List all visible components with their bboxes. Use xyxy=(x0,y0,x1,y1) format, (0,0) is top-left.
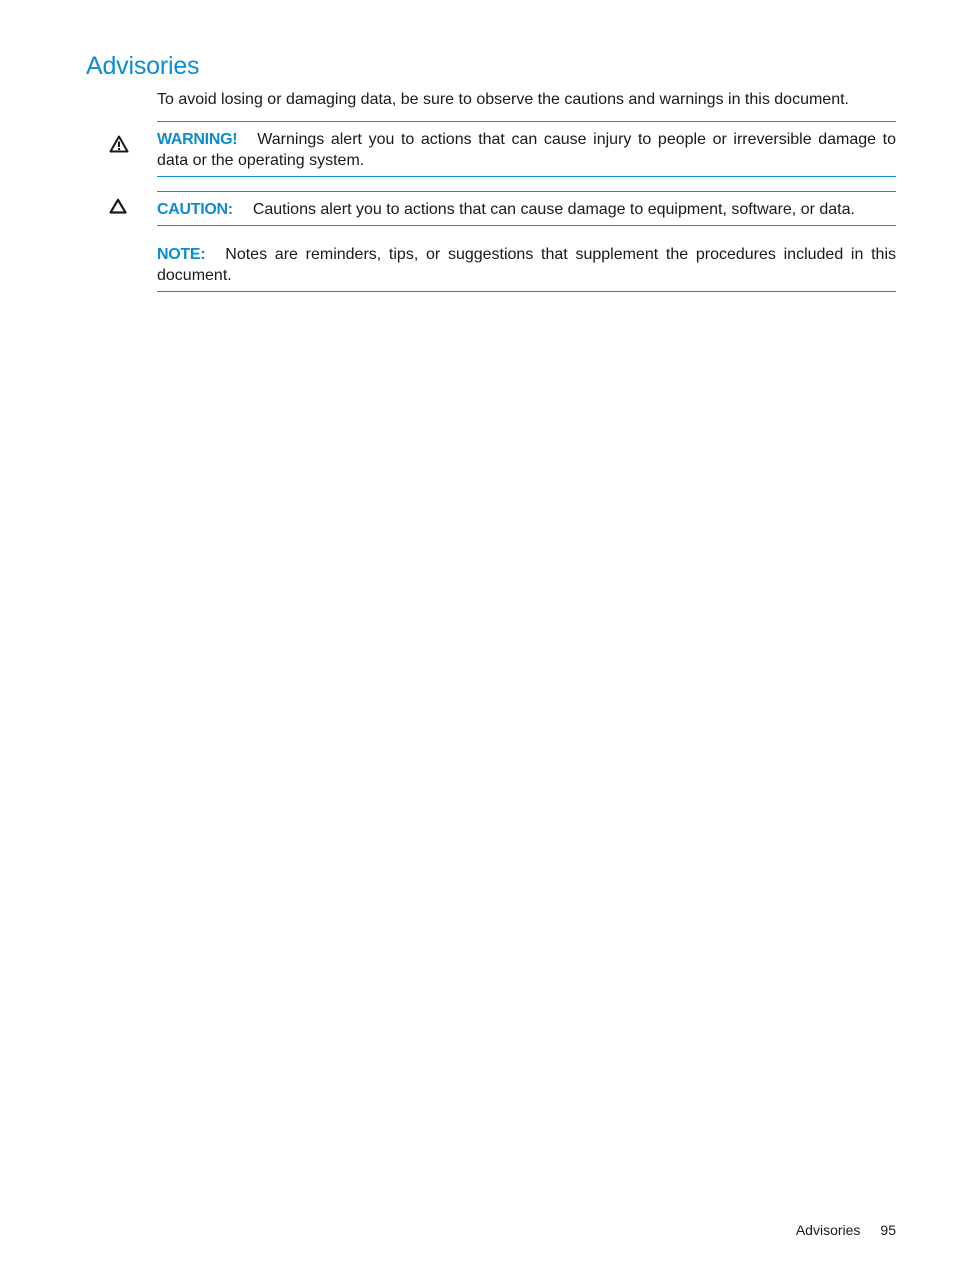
page-title: Advisories xyxy=(86,52,200,80)
warning-admonition xyxy=(157,121,896,177)
caution-triangle-icon xyxy=(109,198,127,214)
note-admonition xyxy=(157,243,896,292)
intro-paragraph: To avoid losing or damaging data, be sure to observe the cautions and warnings in this document. xyxy=(157,91,849,108)
page-footer xyxy=(796,1222,896,1238)
warning-label: WARNING! xyxy=(157,131,238,148)
warning-text: Warnings alert you to actions that can cause injury to people or irreversible damage to data or the operating system. xyxy=(157,131,896,169)
page-number: 95 xyxy=(880,1222,896,1238)
note-text: Notes are reminders, tips, or suggestions that supplement the procedures included in this document. xyxy=(157,246,896,284)
caution-admonition xyxy=(157,191,896,226)
caution-text: Cautions alert you to actions that can cause damage to equipment, software, or data. xyxy=(252,201,855,218)
warning-triangle-icon xyxy=(109,135,129,153)
caution-label: CAUTION: xyxy=(157,201,233,218)
footer-section-name: Advisories xyxy=(795,1222,861,1238)
note-label: NOTE: xyxy=(157,246,206,263)
